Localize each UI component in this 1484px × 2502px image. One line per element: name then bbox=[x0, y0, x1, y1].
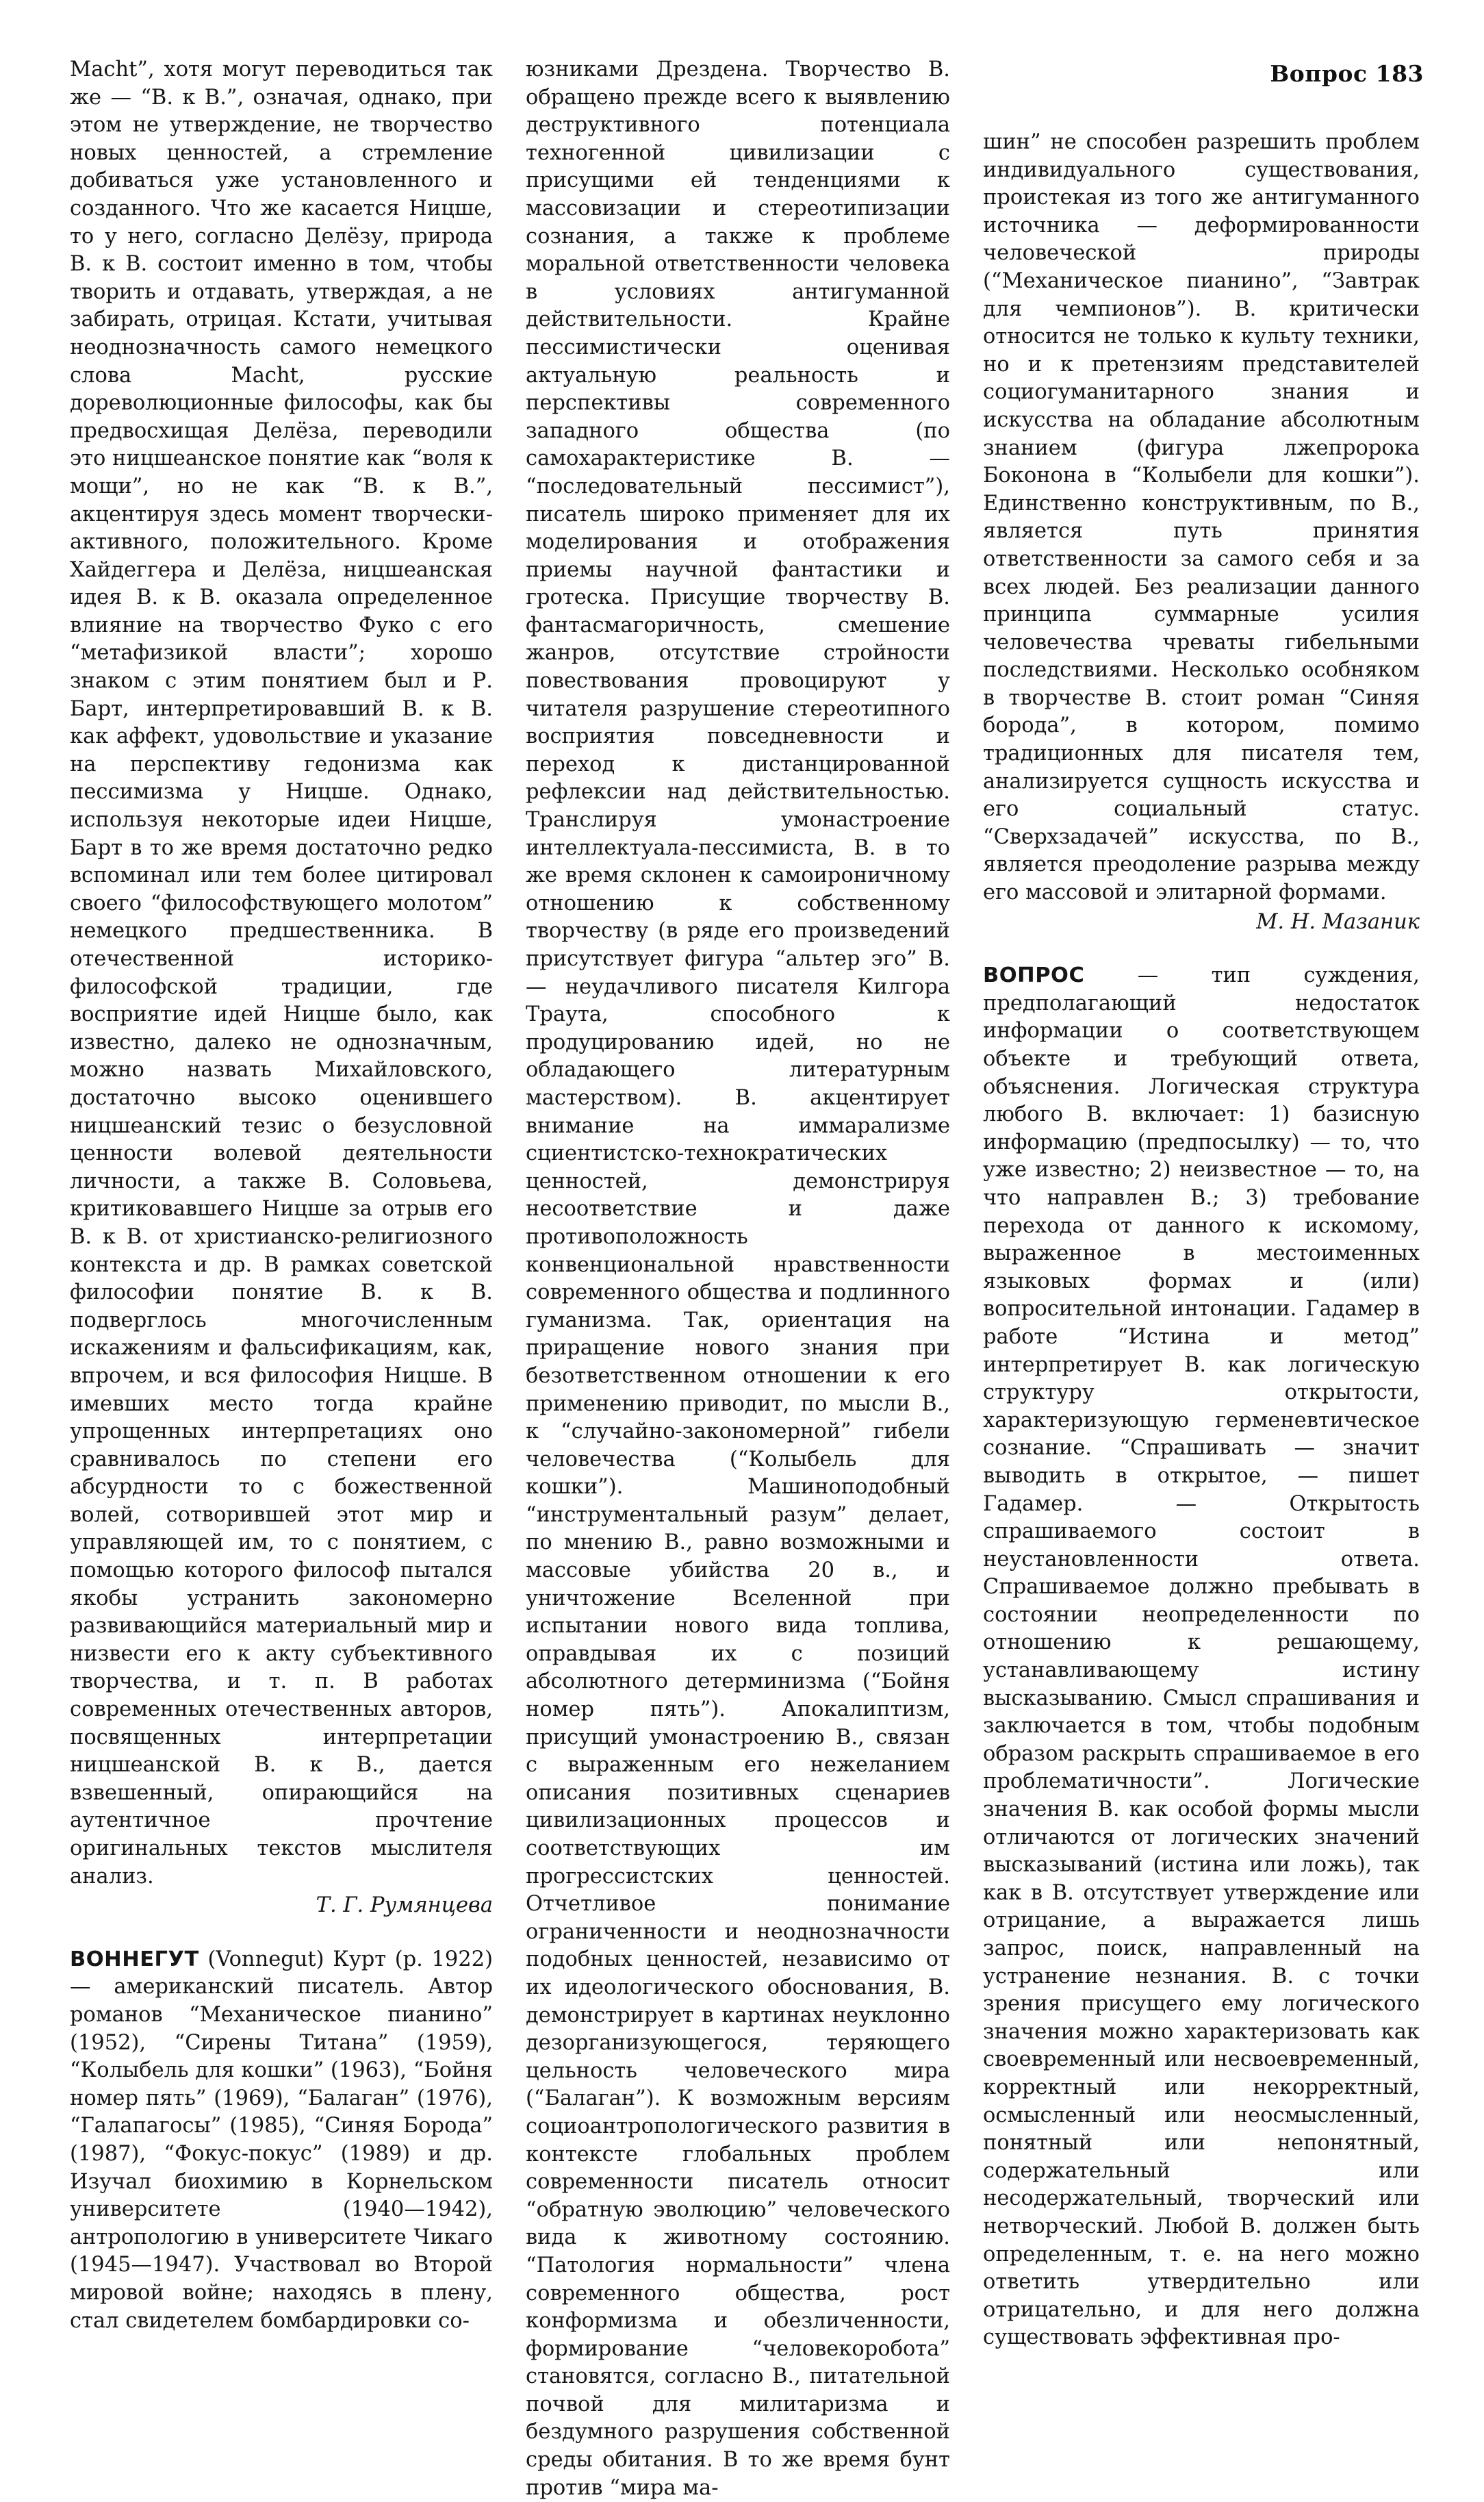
header-section-title: Вопрос bbox=[1270, 60, 1368, 87]
running-header bbox=[1270, 60, 1424, 87]
entry-title: ВОПРОС bbox=[983, 963, 1085, 988]
text-column-1 bbox=[70, 56, 493, 2335]
entry-vonnegut bbox=[70, 1946, 493, 2335]
paragraph: юзниками Дрездена. Творчество В. обращено прежде всего к выявлению деструктивного потенциала техногенной цивилизации с присущими ей тенденциями к массовизации и стереотипизации сознания, а также к проблеме моральной ответственности человека в условиях антигуманной действительности. Крайне пессимистически оценивая актуальную реальность и перспективы современного западного общества (по самохарактеристике В. — “последовательный пессимист”), писатель широко применяет для их моделирования и отображения приемы научной фантастики и гротеска. Присущие творчеству В. фантасмагоричность, смешение жанров, отсутствие стройности повествования провоцируют у читателя разрушение стереотипного восприятия повседневности и переход к дистанцированной рефлексии над действительностью. Транслируя умонастроение интеллектуала-пессимиста, В. в то же время склонен к самоироничному отношению к собственному творчеству (в ряде его произведений присутствует фигура “альтер эго” В. — неудачливого писателя Килгора Траута, способного к продуцированию идей, но не обладающего литературным мастерством). В. акцентирует внимание на иммарализме сциентистско-технократических ценностей, демонстрируя несоответствие и даже противоположность конвенциональной нравственности современного общества и подлинного гуманизма. Так, ориентация на приращение нового знания при безответственном отношении к его применению приводит, по мысли В., к “случайно-закономерной” гибели человечества (“Колыбель для кошки”). Машиноподобный “инструментальный разум” делает, по мнению В., равно возможными и массовые убийства 20 в., и уничтожение Вселенной при испытании нового вида топлива, оправдывая их с позиций абсолютного детерминизма (“Бойня номер пять”). Апокалиптизм, присущий умонастроению В., связан с выраженным его нежеланием описания позитивных сценариев цивилизационных процессов и соответствующих им прогрессистских ценностей. Отчетливое понимание ограниченности и неоднозначности подобных ценностей, независимо от их идеологического обоснования, В. демонстрирует в картинах неуклонно дезорганизующегося, теряющего цельность человеческого мира (“Балаган”). К возможным версиям социоантропологического развития в контексте глобальных проблем современности писатель относит “обратную эволюцию” человеческого вида к животному состоянию. “Патология нормальности” члена современного общества, рост конформизма и обезличенности, формирование “человекоробота” становятся, согласно В., питательной почвой для милитаризма и бездумного разрушения собственной среды обитания. В то же время бунт против “мира ма- bbox=[526, 58, 950, 2500]
entry-title: ВОННЕГУТ bbox=[70, 1947, 199, 1971]
paragraph: шин” не способен разрешить проблем индивидуального существования, проистекая из того же антигуманного источника — деформированности человеческой природы (“Механическое пианино”, “Завтрак для чемпионов”). В. критически относится не только к культу техники, но и к претензиям представителей социогуманитарного знания и искусства на обладание абсолютным знанием (фигура лжепророка Боконона в “Колыбели для кошки”). Единственно конструктивным, по В., является путь принятия ответственности за самого себя и за всех людей. Без реализации данного принципа суммарные усилия человечества чреваты гибельными последствиями. Несколько особняком в творчестве В. стоит роман “Синяя борода”, в котором, помимо традиционных для писателя тем, анализируется сущность искусства и его социальный статус. “Сверхзадачей” искусства, по В., является преодоление разрыва между его массовой и элитарной формами. bbox=[983, 130, 1420, 905]
text-column-3 bbox=[983, 129, 1420, 2352]
paragraph: Macht”, хотя могут переводиться так же — “В. к В.”, означая, однако, при этом не утверждение, не творчество новых ценностей, а стремление добиваться уже установленного и созданного. Что же касается Ницше, то у него, согласно Делёзу, природа В. к В. состоит именно в том, чтобы творить и отдавать, утверждая, а не забирать, отрицая. Кстати, учитывая неоднозначность самого немецкого слова Macht, русские дореволюционные философы, как бы предвосхищая Делёза, переводили это ницшеанское понятие как “воля к мощи”, но не как “В. к В.”, акцентируя здесь момент творчески-активного, положительного. Кроме Хайдеггера и Делёза, ницшеанская идея В. к В. оказала определенное влияние на творчество Фуко с его “метафизикой власти”; хорошо знаком с этим понятием был и Р. Барт, интерпретировавший В. к В. как аффект, удовольствие и указание на перспективу гедонизма как пессимизма у Ницше. Однако, используя некоторые идеи Ницше, Барт в то же время достаточно редко вспоминал или тем более цитировал своего “философствующего молотом” немецкого предшественника. В отечественной историко-философской традиции, где восприятие идей Ницше было, как известно, далеко не однозначным, можно назвать Михайловского, достаточно высоко оценившего ницшеанский тезис о безусловной ценности волевой деятельности личности, а также В. Соловьева, критиковавшего Ницше за отрыв его В. к В. от христианско-религиозного контекста и др. В рамках советской философии понятие В. к В. подверглось многочисленным искажениям и фальсификациям, как, впрочем, и вся философия Ницше. В имевших место тогда крайне упрощенных интерпретациях оно сравнивалось по степени его абсурдности то с божественной волей, сотворившей этот мир и управляющей им, то с понятием, с помощью которого философ пытался якобы устранить закономерно развивающийся материальный мир и низвести его к акту субъективного творчества, и т. п. В работах современных отечественных авторов, посвященных интерпретации ницшеанской В. к В., дается взвешенный, опирающийся на аутентичное прочтение оригинальных текстов мыслителя анализ. bbox=[70, 58, 493, 1888]
header-page-number: 183 bbox=[1375, 60, 1424, 87]
article-author: Т. Г. Румянцева bbox=[316, 1893, 493, 1918]
text-column-2 bbox=[526, 56, 950, 2502]
article-author: М. Н. Мазаник bbox=[1256, 909, 1420, 934]
entry-body: — тип суждения, предполагающий недостаток информации о соответствующем объекте и требующий ответа, объяснения. Логическая структура любого В. включает: 1) базисную информацию (предпосылку) — то, что уже известно; 2) неизвестное — то, на что направлен В.; 3) требование перехода от данного к искомому, выраженное в местоименных языковых формах и (или) вопросительной интонации. Гадамер в работе “Истина и метод” интерпретирует В. как логическую структуру открытости, характеризующую герменевтическое сознание. “Спрашивать — значит выводить в открытое, — пишет Гадамер. — Открытость спрашиваемого состоит в неустановленности ответа. Спрашиваемое должно пребывать в состоянии неопределенности по отношению к решающему, устанавливающему истину высказыванию. Смысл спрашивания и заключается в том, чтобы подобным образом раскрыть спрашиваемое в его проблематичности”. Логические значения В. как особой формы мысли отличаются от логических значений высказываний (истина или ложь), так как в В. отсутствует утверждение или отрицание, а выражается лишь запрос, поиск, направленный на устранение незнания. В. с точки зрения присущего ему логического значения можно характеризовать как своевременный или несвоевременный, корректный или некорректный, осмысленный или неосмысленный, понятный или непонятный, содержательный или несодержательный, творческий или нетворческий. Любой В. должен быть определенным, т. е. на него можно ответить утвердительно или отрицательно, и для него должна существовать эффективная про- bbox=[983, 963, 1420, 2350]
entry-vopros bbox=[983, 962, 1420, 2352]
entry-body: (Vonnegut) Курт (р. 1922) — американский писатель. Автор романов “Механическое пианино” (1952), “Сирены Титана” (1959), “Колыбель для кошки” (1963), “Бойня номер пять” (1969), “Балаган” (1976), “Галапагосы” (1985), “Синяя Борода” (1987), “Фокус-покус” (1989) и др. Изучал биохимию в Корнельском университете (1940—1942), антропологию в университете Чикаго (1945—1947). Участвовал во Второй мировой войне; находясь в плену, стал свидетелем бомбардировки со- bbox=[70, 1947, 493, 2333]
